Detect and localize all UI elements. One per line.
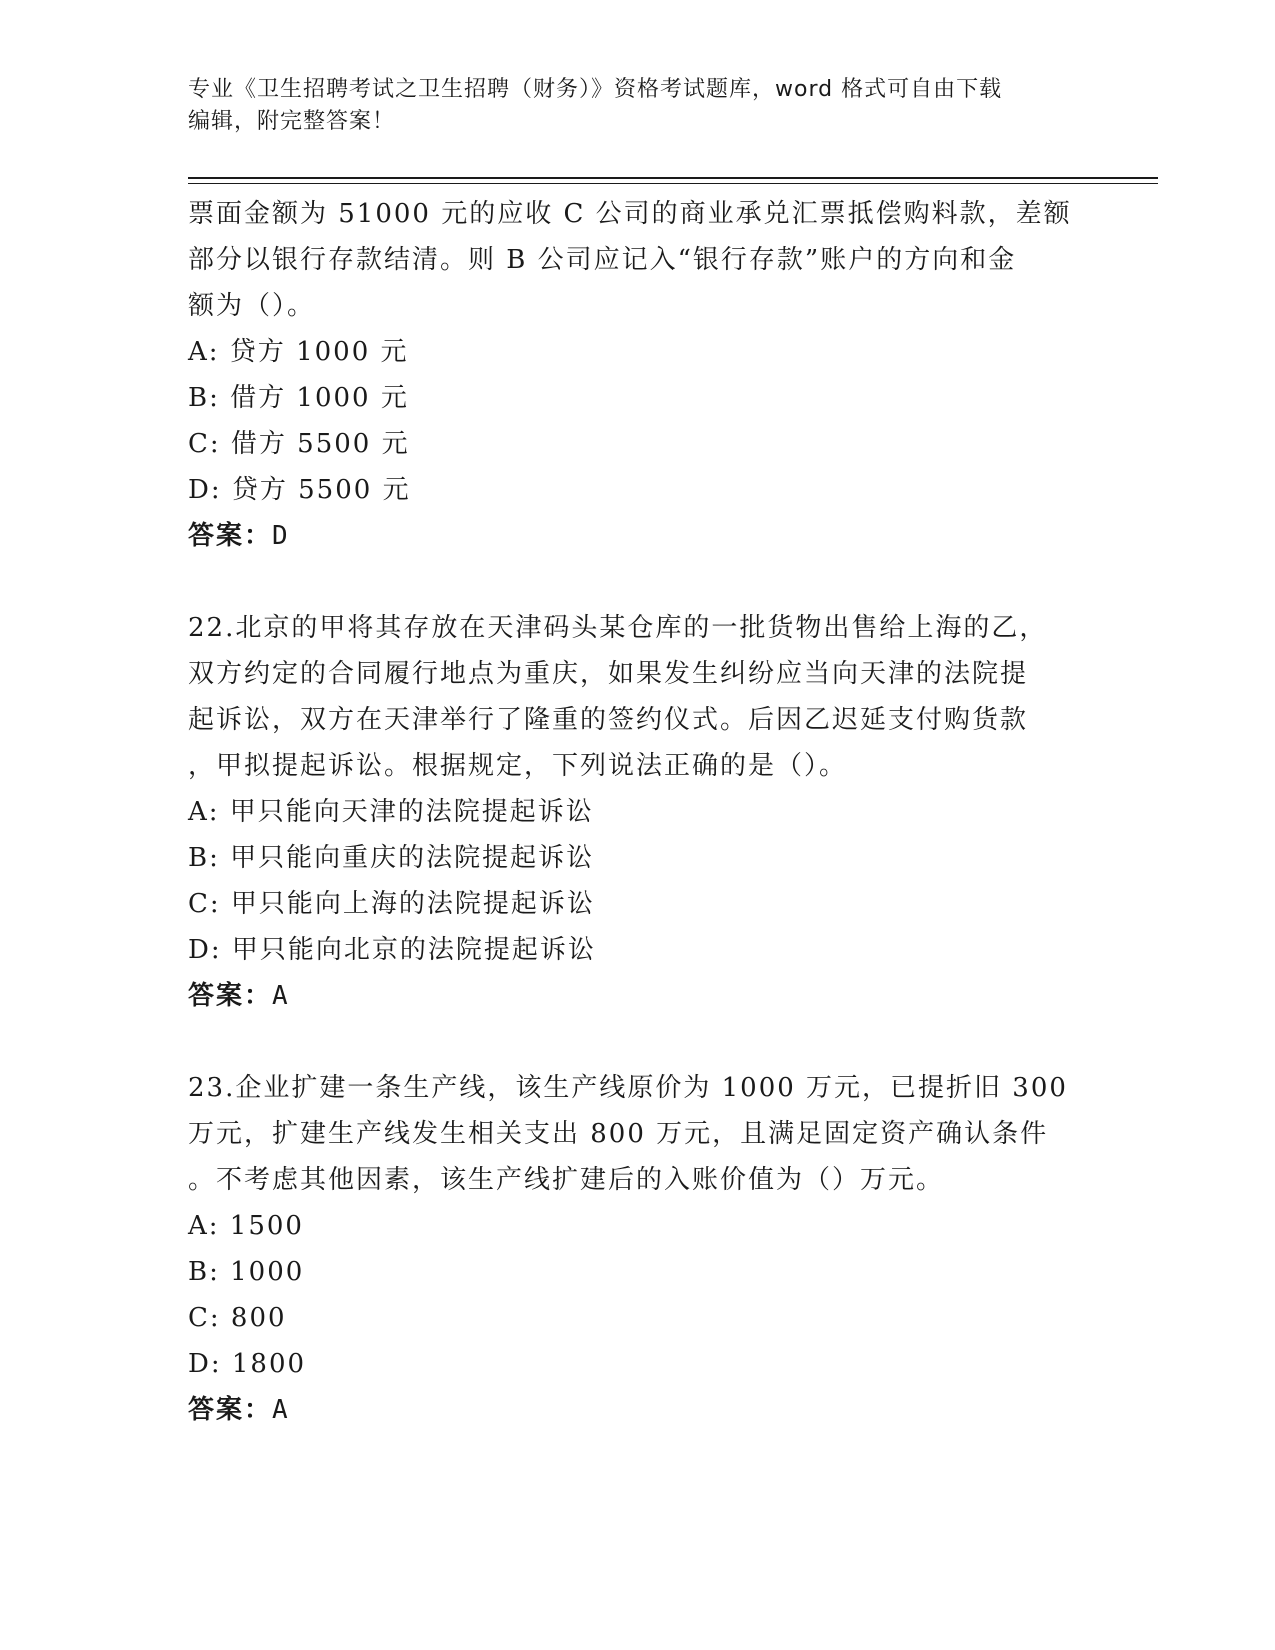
answer-label: 答案： xyxy=(188,521,273,551)
question-stem-line: 23.企业扩建一条生产线，该生产线原价为 1000 万元，已提折旧 300 xyxy=(188,1073,1068,1103)
option-d: D: 贷方 5500 元 xyxy=(188,475,411,505)
answer-value: A xyxy=(272,981,290,1011)
option-c: C: 借方 5500 元 xyxy=(188,429,410,459)
header-divider-thin xyxy=(188,183,1158,184)
question-stem-line: 额为（）。 xyxy=(188,291,316,321)
question-stem-line: 。不考虑其他因素，该生产线扩建后的入账价值为（）万元。 xyxy=(188,1165,945,1195)
question-stem-line: 票面金额为 51000 元的应收 C 公司的商业承兑汇票抵偿购料款，差额 xyxy=(188,199,1072,229)
option-a: A: 甲只能向天津的法院提起诉讼 xyxy=(188,797,594,827)
question-stem-line: 部分以银行存款结清。则 B 公司应记入“银行存款”账户的方向和金 xyxy=(188,245,1017,275)
option-b: B: 甲只能向重庆的法院提起诉讼 xyxy=(188,843,595,873)
question-list xyxy=(188,191,1072,1433)
option-d: D: 1800 xyxy=(188,1349,307,1379)
header-divider-thick xyxy=(188,177,1158,179)
option-b: B: 借方 1000 元 xyxy=(188,383,409,413)
option-b: B: 1000 xyxy=(188,1257,305,1287)
option-c: C: 甲只能向上海的法院提起诉讼 xyxy=(188,889,595,919)
answer xyxy=(188,1387,1068,1433)
answer-value: D xyxy=(272,521,290,551)
question-22 xyxy=(188,605,1068,1019)
header-line-2: 编辑，附完整答案！ xyxy=(188,109,396,134)
header-line-1: 专业《卫生招聘考试之卫生招聘（财务）》资格考试题库，word 格式可自由下载 xyxy=(188,77,1003,102)
document-header xyxy=(188,74,1068,138)
question-23 xyxy=(188,1065,1068,1433)
question-spacer xyxy=(188,1019,1068,1065)
answer xyxy=(188,513,1068,559)
question-21 xyxy=(188,191,1072,559)
option-a: A: 贷方 1000 元 xyxy=(188,337,409,367)
option-d: D: 甲只能向北京的法院提起诉讼 xyxy=(188,935,596,965)
question-stem-line: ，甲拟提起诉讼。根据规定，下列说法正确的是（）。 xyxy=(188,751,848,781)
answer-value: A xyxy=(272,1395,290,1425)
answer-label: 答案： xyxy=(188,1395,273,1425)
question-stem-line: 双方约定的合同履行地点为重庆，如果发生纠纷应当向天津的法院提 xyxy=(188,659,1029,689)
question-spacer xyxy=(188,559,1068,605)
answer xyxy=(188,973,1068,1019)
question-stem-line: 22.北京的甲将其存放在天津码头某仓库的一批货物出售给上海的乙， xyxy=(188,613,1048,643)
question-stem-line: 起诉讼，双方在天津举行了隆重的签约仪式。后因乙迟延支付购货款 xyxy=(188,705,1029,735)
option-a: A: 1500 xyxy=(188,1211,304,1241)
question-stem-line: 万元，扩建生产线发生相关支出 800 万元，且满足固定资产确认条件 xyxy=(188,1119,1049,1149)
answer-label: 答案： xyxy=(188,981,273,1011)
option-c: C: 800 xyxy=(188,1303,287,1333)
